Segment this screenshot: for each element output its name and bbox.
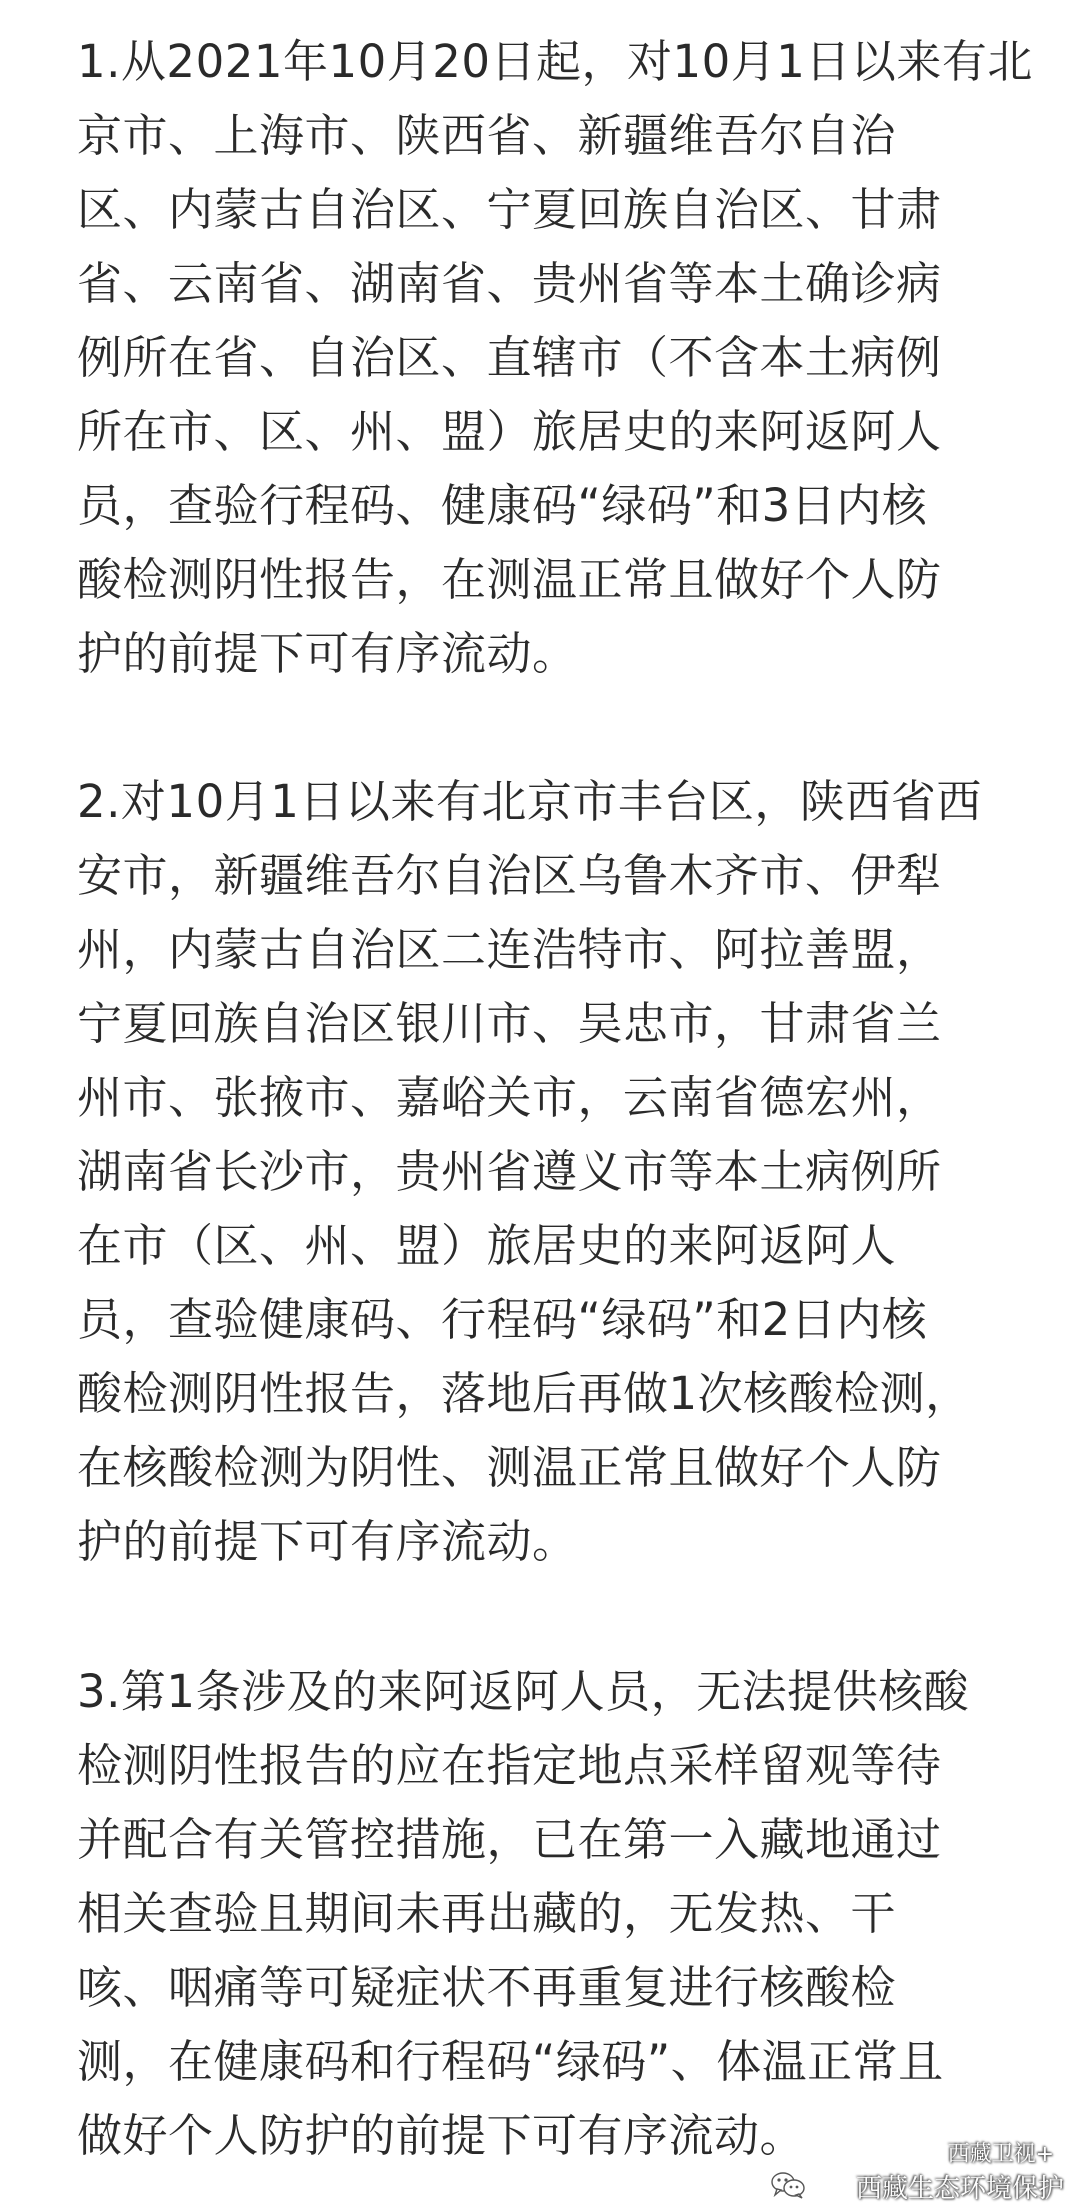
paragraph-1	[77, 25, 1033, 691]
text-line: 京市、上海市、陕西省、新疆维吾尔自治	[77, 109, 897, 162]
text-line: 酸检测阴性报告，落地后再做1次核酸检测，	[77, 1367, 971, 1420]
text-line: 区、内蒙古自治区、宁夏回族自治区、甘肃	[77, 183, 942, 236]
text-line: 护的前提下可有序流动。	[77, 627, 578, 680]
text-line: 省、云南省、湖南省、贵州省等本土确诊病	[77, 257, 942, 310]
text-line: 州市、张掖市、嘉峪关市，云南省德宏州，	[77, 1071, 942, 1124]
text-line: 相关查验且期间未再出藏的，无发热、干	[77, 1887, 897, 1940]
text-line: 3.第1条涉及的来阿返阿人员，无法提供核酸	[77, 1665, 970, 1718]
paragraph-3	[77, 1655, 1017, 2173]
text-line: 1.从2021年10月20日起，对10月1日以来有北	[77, 35, 1033, 88]
text-line: 并配合有关管控措施，已在第一入藏地通过	[77, 1813, 942, 1866]
text-line: 湖南省长沙市，贵州省遵义市等本土病例所	[77, 1145, 942, 1198]
text-line: 所在市、区、州、盟）旅居史的来阿返阿人	[77, 405, 942, 458]
text-line: 在核酸检测为阴性、测温正常且做好个人防	[77, 1441, 942, 1494]
text-line: 酸检测阴性报告，在测温正常且做好个人防	[77, 553, 942, 606]
text-line: 咳、咽痛等可疑症状不再重复进行核酸检	[77, 1961, 897, 2014]
text-line: 2.对10月1日以来有北京市丰台区，陕西省西	[77, 775, 982, 828]
text-line: 检测阴性报告的应在指定地点采样留观等待	[77, 1739, 942, 1792]
text-line: 员，查验行程码、健康码“绿码”和3日内核	[77, 479, 928, 532]
text-line: 员，查验健康码、行程码“绿码”和2日内核	[77, 1293, 928, 1346]
text-line: 州，内蒙古自治区二连浩特市、阿拉善盟，	[77, 923, 942, 976]
watermark-source-1: 西藏卫视+	[947, 2142, 1054, 2167]
text-line: 在市（区、州、盟）旅居史的来阿返阿人	[77, 1219, 897, 1272]
text-line: 宁夏回族自治区银川市、吴忠市，甘肃省兰	[77, 997, 942, 1050]
watermark-source-2: 西藏生态环境保护	[855, 2174, 1064, 2204]
text-line: 护的前提下可有序流动。	[77, 1515, 578, 1568]
text-line: 安市，新疆维吾尔自治区乌鲁木齐市、伊犁	[77, 849, 942, 902]
text-line: 例所在省、自治区、直辖市（不含本土病例	[77, 331, 942, 384]
paragraph-2	[77, 765, 1017, 1579]
wechat-icon	[770, 2171, 806, 2199]
watermark	[768, 2141, 1068, 2209]
text-line: 测，在健康码和行程码“绿码”、体温正常且	[77, 2035, 944, 2088]
text-line: 做好个人防护的前提下可有序流动。	[77, 2109, 806, 2162]
